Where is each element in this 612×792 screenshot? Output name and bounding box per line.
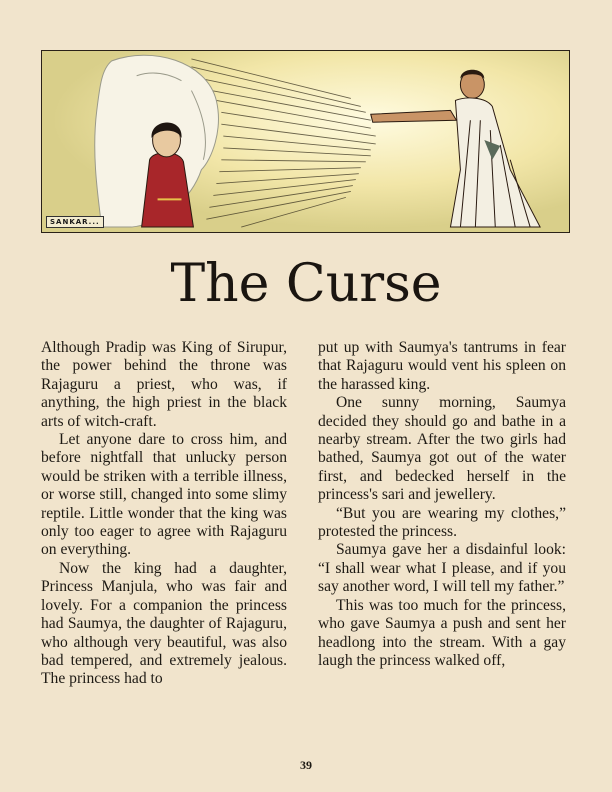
paragraph: Now the king had a daughter, Princess Manjula, who was fair and lovely. For a companion the princess had Saumya, the daughter of Rajaguru, who although very beautiful, was also bad tempered, and extremely jealous. The princess had to [41, 559, 287, 688]
illustration-art [42, 51, 569, 232]
paragraph: One sunny morning, Saumya decided they should go and bathe in a nearby stream. After the two girls had bathed, Saumya got out of the water first, and bedecked herself in the princess's sari and jewellery. [318, 394, 566, 504]
story-title: The Curse [170, 254, 442, 314]
page-number: 39 [300, 758, 312, 772]
paragraph: Although Pradip was King of Sirupur, the power behind the throne was Rajaguru a priest, who was, if anything, the high priest in the black arts of witch-craft. [41, 339, 287, 430]
artist-signature: SANKAR... [46, 216, 104, 228]
paragraph: “But you are wearing my clothes,” protested the princess. [318, 504, 566, 541]
paragraph: Saumya gave her a disdainful look: “I shall wear what I please, and if you say another word, I will tell my father.” [318, 541, 566, 596]
right-text-column [318, 339, 566, 670]
paragraph: This was too much for the princess, who gave Saumya a push and sent her headlong into the stream. With a gay laugh the princess walked off, [318, 596, 566, 669]
left-text-column [41, 339, 287, 689]
story-illustration [41, 50, 570, 233]
paragraph: put up with Saumya's tantrums in fear that Rajaguru would vent his spleen on the harassed king. [318, 339, 566, 393]
paragraph: Let anyone dare to cross him, and before nightfall that unlucky person would be striken with a terrible illness, or worse still, changed into some slimy reptile. Little wonder that the king was only too eager to agree with Rajaguru on everything. [41, 431, 287, 559]
